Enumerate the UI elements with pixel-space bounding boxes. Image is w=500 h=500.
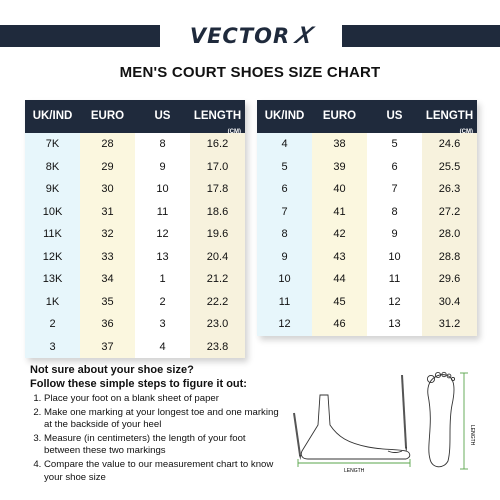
cell-length: 31.2	[422, 313, 477, 336]
header-band-right	[342, 25, 500, 47]
cell-uk: 5	[257, 156, 312, 179]
brand-name: VECTOR	[189, 24, 291, 48]
table-row	[257, 268, 477, 291]
table-row	[257, 291, 477, 314]
cell-us: 9	[135, 156, 190, 179]
table-row	[25, 201, 245, 224]
cell-us: 8	[367, 201, 422, 224]
pencil-icon	[294, 413, 301, 460]
cell-uk: 10	[257, 268, 312, 291]
cell-length: 23.8	[190, 336, 245, 359]
cell-length: 25.5	[422, 156, 477, 179]
length-unit: (CM)	[459, 128, 473, 135]
step-item: 4. Compare the value to our measurement chart to know your shoe size	[44, 459, 280, 484]
header-band	[0, 0, 500, 58]
cell-length: 23.0	[190, 313, 245, 336]
table-row	[257, 313, 477, 336]
cell-euro: 42	[312, 223, 367, 246]
cell-uk: 11	[257, 291, 312, 314]
cell-us: 11	[135, 201, 190, 224]
cell-uk: 6	[257, 178, 312, 201]
foot-measurement-illustration	[288, 365, 478, 477]
cell-us: 10	[135, 178, 190, 201]
cell-length: 28.8	[422, 246, 477, 269]
cell-euro: 38	[312, 133, 367, 156]
length-unit: (CM)	[227, 128, 241, 135]
table-row	[25, 156, 245, 179]
length-label-top: LENGTH	[469, 425, 475, 446]
cell-uk: 8	[257, 223, 312, 246]
cell-uk: 9K	[25, 178, 80, 201]
cell-us: 10	[367, 246, 422, 269]
cell-length: 28.0	[422, 223, 477, 246]
page-title: MEN'S COURT SHOES SIZE CHART	[119, 64, 381, 81]
cell-us: 7	[367, 178, 422, 201]
table-row	[257, 201, 477, 224]
table-row	[25, 336, 245, 359]
cell-us: 13	[367, 313, 422, 336]
table-row	[25, 313, 245, 336]
cell-uk: 4	[257, 133, 312, 156]
table-row	[25, 291, 245, 314]
cell-length: 20.4	[190, 246, 245, 269]
cell-length: 24.6	[422, 133, 477, 156]
step-item: 1. Place your foot on a blank sheet of paper	[44, 393, 280, 406]
table-row	[257, 246, 477, 269]
cell-us: 12	[367, 291, 422, 314]
cell-euro: 36	[80, 313, 135, 336]
cell-euro: 28	[80, 133, 135, 156]
cell-uk: 2	[25, 313, 80, 336]
cell-uk: 13K	[25, 268, 80, 291]
cell-us: 5	[367, 133, 422, 156]
cell-uk: 3	[25, 336, 80, 359]
cell-us: 6	[367, 156, 422, 179]
table-row	[25, 268, 245, 291]
table-header	[25, 100, 245, 133]
cell-us: 4	[135, 336, 190, 359]
cell-us: 12	[135, 223, 190, 246]
cell-euro: 41	[312, 201, 367, 224]
instructions	[30, 363, 280, 485]
table-row	[257, 178, 477, 201]
brand-mark: X	[292, 22, 316, 49]
cell-length: 16.2	[190, 133, 245, 156]
side-foot-drawing	[301, 395, 410, 459]
table-row	[257, 133, 477, 156]
table-row	[25, 223, 245, 246]
header-euro: EURO	[322, 109, 357, 122]
header-us: US	[154, 109, 171, 122]
instructions-subheading: Follow these simple steps to figure it out:	[30, 378, 247, 390]
cell-euro: 33	[80, 246, 135, 269]
cell-uk: 12	[257, 313, 312, 336]
cell-uk: 9	[257, 246, 312, 269]
cell-uk: 10K	[25, 201, 80, 224]
cell-us: 13	[135, 246, 190, 269]
cell-length: 17.0	[190, 156, 245, 179]
cell-us: 3	[135, 313, 190, 336]
cell-us: 8	[135, 133, 190, 156]
cell-length: 19.6	[190, 223, 245, 246]
header-length-label: LENGTH	[425, 109, 474, 122]
cell-length: 26.3	[422, 178, 477, 201]
cell-uk: 8K	[25, 156, 80, 179]
top-foot-drawing	[427, 372, 454, 466]
cell-euro: 40	[312, 178, 367, 201]
step-item: 3. Measure (in centimeters) the length of your foot between these two markings	[44, 433, 280, 458]
cell-euro: 44	[312, 268, 367, 291]
header-euro: EURO	[90, 109, 125, 122]
header-length-label: LENGTH	[193, 109, 242, 122]
table-body-right	[257, 133, 477, 336]
cell-euro: 32	[80, 223, 135, 246]
length-label-side: LENGTH	[344, 468, 365, 474]
cell-length: 27.2	[422, 201, 477, 224]
table-row	[25, 133, 245, 156]
header-length	[422, 109, 477, 135]
cell-length: 21.2	[190, 268, 245, 291]
cell-uk: 7K	[25, 133, 80, 156]
instructions-heading: Not sure about your shoe size?	[30, 364, 194, 376]
cell-length: 22.2	[190, 291, 245, 314]
pencil-icon	[402, 375, 407, 452]
cell-length: 30.4	[422, 291, 477, 314]
cell-euro: 35	[80, 291, 135, 314]
header-uk: UK/IND	[264, 109, 305, 122]
cell-length: 17.8	[190, 178, 245, 201]
table-row	[25, 178, 245, 201]
table-row	[257, 223, 477, 246]
table-header	[257, 100, 477, 133]
size-table-right	[257, 100, 477, 336]
cell-us: 1	[135, 268, 190, 291]
cell-euro: 29	[80, 156, 135, 179]
cell-euro: 30	[80, 178, 135, 201]
cell-euro: 45	[312, 291, 367, 314]
table-row	[25, 246, 245, 269]
step-item: 2. Make one marking at your longest toe and one marking at the backside of your heel	[44, 407, 280, 432]
cell-us: 11	[367, 268, 422, 291]
cell-length: 29.6	[422, 268, 477, 291]
header-band-left	[0, 25, 160, 47]
cell-uk: 1K	[25, 291, 80, 314]
header-us: US	[386, 109, 403, 122]
table-body-left	[25, 133, 245, 358]
size-table-left	[25, 100, 245, 358]
header-length	[190, 109, 245, 135]
cell-uk: 12K	[25, 246, 80, 269]
brand-logo	[160, 14, 342, 58]
cell-us: 2	[135, 291, 190, 314]
cell-euro: 43	[312, 246, 367, 269]
cell-euro: 39	[312, 156, 367, 179]
cell-euro: 46	[312, 313, 367, 336]
header-uk: UK/IND	[32, 109, 73, 122]
cell-euro: 31	[80, 201, 135, 224]
cell-euro: 34	[80, 268, 135, 291]
cell-length: 18.6	[190, 201, 245, 224]
cell-uk: 7	[257, 201, 312, 224]
cell-euro: 37	[80, 336, 135, 359]
steps-list	[44, 393, 280, 484]
table-row	[257, 156, 477, 179]
cell-uk: 11K	[25, 223, 80, 246]
cell-us: 9	[367, 223, 422, 246]
